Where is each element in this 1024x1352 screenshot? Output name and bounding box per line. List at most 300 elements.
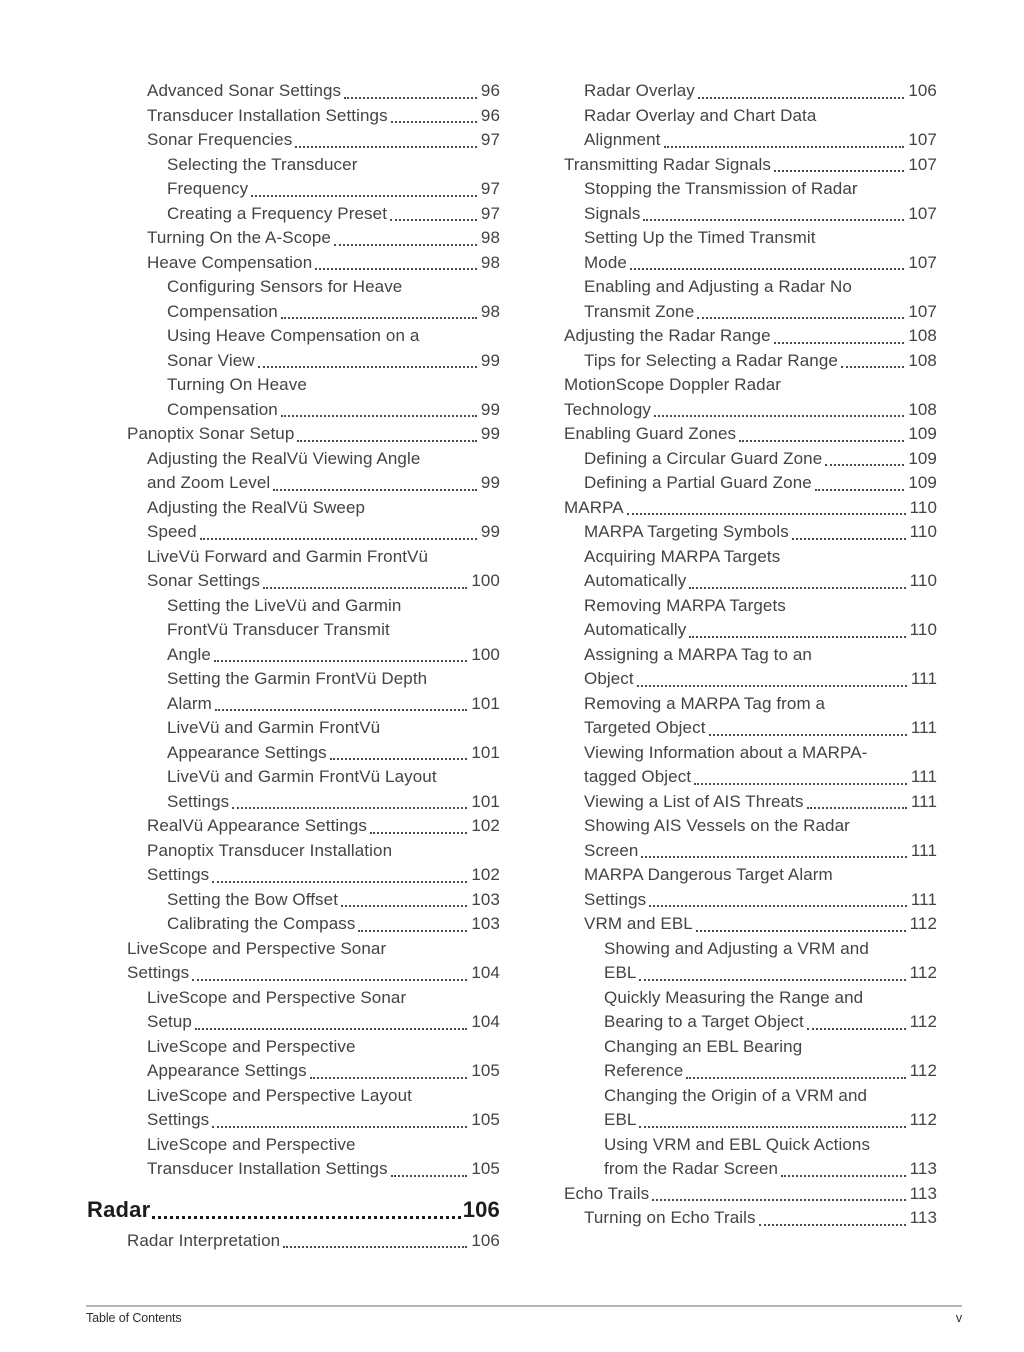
- toc-entry[interactable]: [87, 324, 500, 373]
- toc-entry-line: [147, 496, 500, 521]
- toc-entry-title: Removing a MARPA Tag from a: [584, 693, 826, 713]
- toc-entry-line: [167, 202, 500, 227]
- toc-entry-title: EBL: [604, 963, 637, 982]
- toc-entry-line: [584, 814, 937, 839]
- toc-entry-line: [604, 1059, 937, 1084]
- page-number: 100: [471, 571, 500, 590]
- toc-entry-title: Setting the Garmin FrontVü Depth: [167, 669, 428, 688]
- toc-entry[interactable]: [87, 667, 500, 716]
- page-number: 97: [480, 179, 500, 198]
- page-number: 103: [471, 914, 500, 933]
- dot-leader: [698, 97, 904, 99]
- toc-entry[interactable]: [87, 1035, 500, 1084]
- toc-entry-title: LiveScope and Perspective: [147, 1036, 356, 1056]
- toc-entry-line: [584, 520, 937, 545]
- toc-entry[interactable]: [87, 839, 500, 888]
- toc-entry[interactable]: [524, 1182, 937, 1207]
- toc-entry[interactable]: [87, 937, 500, 986]
- toc-entry-title: LiveVü Forward and Garmin FrontVü: [147, 546, 429, 566]
- dot-leader: [739, 440, 904, 442]
- toc-entry[interactable]: [87, 765, 500, 814]
- page-number: 113: [909, 1208, 937, 1227]
- toc-entry-title: Enabling Guard Zones: [564, 424, 737, 443]
- toc-entry[interactable]: [524, 545, 937, 594]
- toc-entry-line: [167, 398, 500, 423]
- toc-entry-line: [604, 937, 937, 962]
- toc-entry[interactable]: [87, 79, 500, 104]
- toc-entry-title: Bearing to a Target Object: [604, 1012, 804, 1031]
- page-number: 98: [480, 301, 500, 321]
- toc-entry-line: [147, 1108, 500, 1133]
- page-number: 112: [909, 963, 937, 982]
- dot-leader: [344, 97, 477, 99]
- toc-entry-title: tagged Object: [584, 767, 692, 786]
- toc-entry-line: [584, 888, 937, 913]
- dot-leader: [689, 587, 905, 589]
- toc-entry[interactable]: [524, 349, 937, 374]
- page-number: 107: [908, 130, 937, 149]
- toc-entry[interactable]: [87, 1084, 500, 1133]
- toc-entry-title: FrontVü Transducer Transmit: [167, 620, 390, 639]
- toc-entry[interactable]: [524, 373, 937, 422]
- dot-leader: [697, 317, 904, 319]
- page-number: 108: [908, 326, 937, 345]
- dot-leader: [391, 121, 477, 123]
- toc-entry-title: Angle: [167, 644, 211, 664]
- toc-entry-title: Settings: [584, 889, 647, 909]
- toc-entry-title: Adjusting the RealVü Viewing Angle: [147, 448, 421, 468]
- page-number: 105: [471, 1061, 500, 1080]
- toc-entry-title: Settings: [147, 1110, 210, 1129]
- dot-leader: [263, 587, 467, 589]
- toc-entry-title: Reference: [604, 1061, 684, 1080]
- dot-leader: [273, 489, 477, 491]
- toc-entry-title: Turning on Echo Trails: [584, 1208, 756, 1227]
- toc-entry[interactable]: [87, 275, 500, 324]
- dot-leader: [694, 783, 907, 785]
- toc-entry[interactable]: [87, 1133, 500, 1182]
- toc-entry-line: [167, 275, 500, 300]
- toc-entry-line: [564, 422, 937, 447]
- toc-column-left: [87, 79, 500, 1253]
- page-footer: [86, 1305, 962, 1326]
- dot-leader: [232, 807, 467, 809]
- page-number: 96: [480, 105, 500, 125]
- toc-entry-title: Removing MARPA Targets: [584, 595, 786, 615]
- toc-entry[interactable]: [524, 790, 937, 815]
- page-number: 110: [909, 620, 937, 639]
- toc-entry-line: [147, 545, 500, 570]
- toc-entry[interactable]: [524, 594, 937, 643]
- toc-entry-line: [604, 1157, 937, 1182]
- toc-entry-line: [167, 618, 500, 643]
- dot-leader: [664, 146, 905, 148]
- toc-entry[interactable]: [87, 226, 500, 251]
- toc-entry[interactable]: [87, 251, 500, 276]
- toc-entry-line: [167, 349, 500, 374]
- dot-leader: [330, 758, 468, 760]
- toc-entry[interactable]: [524, 275, 937, 324]
- toc-entry[interactable]: [87, 1229, 500, 1254]
- toc-entry-title: Creating a Frequency Preset: [167, 203, 388, 223]
- toc-entry-line: [584, 716, 937, 741]
- page-number: 111: [910, 840, 937, 860]
- page-number: 111: [910, 767, 937, 786]
- toc-entry[interactable]: [87, 128, 500, 153]
- toc-entry-title: Speed: [147, 522, 197, 541]
- toc-entry-line: [584, 667, 937, 692]
- toc-entry-line: [584, 251, 937, 276]
- toc-entry-title: Targeted Object: [584, 718, 706, 737]
- toc-entry[interactable]: [524, 226, 937, 275]
- page-number: 107: [908, 252, 937, 272]
- toc-entry-line: [167, 765, 500, 790]
- toc-entry-title: Transducer Installation Settings: [147, 105, 388, 125]
- dot-leader: [370, 832, 467, 834]
- toc-entry-line: [584, 79, 937, 104]
- toc-entry-title: Turning On Heave: [167, 375, 307, 394]
- toc-entry-title: Radar Interpretation: [127, 1230, 281, 1250]
- toc-entry-title: Acquiring MARPA Targets: [584, 546, 781, 566]
- dot-leader: [258, 366, 477, 368]
- toc-entry-line: [167, 741, 500, 766]
- toc-entry-line: [584, 765, 937, 790]
- toc-entry-title: Object: [584, 669, 634, 688]
- toc-entry[interactable]: [524, 912, 937, 937]
- dot-leader: [639, 979, 905, 981]
- toc-entry-line: [127, 1229, 500, 1254]
- toc-entry[interactable]: [524, 104, 937, 153]
- toc-entry-title: Echo Trails: [564, 1183, 650, 1203]
- toc-entry[interactable]: [87, 104, 500, 129]
- page-number: 101: [471, 742, 500, 762]
- page-number: 111: [910, 791, 937, 811]
- toc-entry-title: Sonar View: [167, 350, 255, 370]
- dot-leader: [212, 1126, 467, 1128]
- page-number: 110: [909, 522, 937, 541]
- toc-entry[interactable]: [87, 422, 500, 447]
- toc-entry-title: Heave Compensation: [147, 252, 313, 272]
- toc-entry[interactable]: [87, 545, 500, 594]
- dot-leader: [774, 170, 904, 172]
- toc-entry-title: MARPA Targeting Symbols: [584, 522, 789, 541]
- page-number: 101: [471, 693, 500, 713]
- page-number: 99: [480, 399, 500, 419]
- dot-leader: [686, 1077, 905, 1079]
- toc-entry-title: Frequency: [167, 179, 249, 198]
- toc-entry-title: MARPA: [564, 497, 624, 517]
- dot-leader: [334, 244, 477, 246]
- toc-entry[interactable]: [524, 937, 937, 986]
- toc-entry-line: [147, 520, 500, 545]
- toc-entry-line: [584, 300, 937, 325]
- toc-entry-title: Appearance Settings: [147, 1061, 307, 1080]
- toc-entry[interactable]: [524, 863, 937, 912]
- dot-leader: [358, 930, 467, 932]
- page-number: 99: [480, 473, 500, 492]
- dot-leader: [689, 636, 905, 638]
- toc-entry[interactable]: [524, 1206, 937, 1231]
- page-number: 103: [471, 889, 500, 909]
- dot-leader: [251, 195, 477, 197]
- toc-entry-title: Turning On the A-Scope: [147, 228, 331, 247]
- dot-leader: [781, 1175, 906, 1177]
- toc-entry-line: [147, 1035, 500, 1060]
- page-number: 98: [480, 252, 500, 272]
- toc-entry[interactable]: [87, 447, 500, 496]
- page-number: 105: [471, 1159, 500, 1178]
- toc-entry-title: Using Heave Compensation on a: [167, 326, 420, 345]
- toc-entry-title: Enabling and Adjusting a Radar No: [584, 277, 852, 296]
- dot-leader: [627, 513, 906, 515]
- toc-entry-line: [147, 863, 500, 888]
- toc-entry-title: Alignment: [584, 130, 661, 149]
- toc-entry-title: Viewing a List of AIS Threats: [584, 791, 804, 811]
- toc-entry-line: [584, 594, 937, 619]
- dot-leader: [390, 219, 477, 221]
- dot-leader: [281, 415, 477, 417]
- toc-entry[interactable]: [87, 716, 500, 765]
- page-number: 97: [480, 203, 500, 223]
- toc-entry-title: Panoptix Transducer Installation: [147, 840, 393, 860]
- toc-entry-title: Defining a Circular Guard Zone: [584, 448, 823, 468]
- page-number: 107: [908, 203, 937, 223]
- toc-entry-title: Changing the Origin of a VRM and: [604, 1085, 868, 1105]
- dot-leader: [295, 146, 477, 148]
- toc-entry-line: [147, 104, 500, 129]
- dot-leader: [195, 1028, 467, 1030]
- toc-entry-line: [584, 1206, 937, 1231]
- toc-entry-title: Compensation: [167, 301, 278, 321]
- toc-entry[interactable]: [87, 153, 500, 202]
- toc-entry-title: Adjusting the Radar Range: [564, 326, 771, 345]
- toc-entry-title: Screen: [584, 840, 639, 860]
- toc-entry-line: [167, 177, 500, 202]
- toc-entry-title: Quickly Measuring the Range and: [604, 987, 864, 1007]
- toc-entry-title: Settings: [147, 865, 210, 884]
- toc-entry-title: Assigning a MARPA Tag to an: [584, 644, 812, 664]
- toc-entry[interactable]: [524, 324, 937, 349]
- toc-entry[interactable]: [524, 496, 937, 521]
- page-number: 110: [909, 571, 937, 590]
- page-number: 106: [471, 1230, 500, 1250]
- toc-entry-line: [167, 594, 500, 619]
- toc-entry-title: Automatically: [584, 620, 687, 639]
- toc-entry[interactable]: [524, 177, 937, 226]
- toc-entry-line: [584, 741, 937, 766]
- toc-chapter-heading[interactable]: [87, 1195, 500, 1225]
- toc-entry-line: [147, 128, 500, 153]
- toc-entry-line: [147, 1133, 500, 1158]
- page-number: 99: [480, 522, 500, 541]
- toc-entry-line: [584, 839, 937, 864]
- toc-entry[interactable]: [87, 202, 500, 227]
- toc-entry[interactable]: [87, 888, 500, 913]
- toc-entry-line: [167, 692, 500, 717]
- toc-entry[interactable]: [524, 986, 937, 1035]
- toc-entry[interactable]: [524, 447, 937, 472]
- page-number: 107: [908, 154, 937, 174]
- toc-entry-line: [584, 349, 937, 374]
- toc-entry[interactable]: [524, 520, 937, 545]
- dot-leader: [696, 930, 906, 932]
- dot-leader: [841, 366, 904, 368]
- toc-entry-line: [167, 667, 500, 692]
- page-number: 107: [908, 301, 937, 321]
- toc-entry-line: [564, 398, 937, 423]
- toc-entry-line: [584, 692, 937, 717]
- toc-entry-title: Compensation: [167, 399, 278, 419]
- toc-entry-line: [167, 912, 500, 937]
- dot-leader: [654, 415, 904, 417]
- toc-entry[interactable]: [524, 422, 937, 447]
- dot-leader: [649, 905, 907, 907]
- dot-leader: [283, 1246, 467, 1248]
- toc-entry[interactable]: [524, 471, 937, 496]
- toc-entry-title: Setup: [147, 1012, 192, 1031]
- footer-section-label: Table of Contents: [86, 1311, 182, 1325]
- dot-leader: [807, 1028, 906, 1030]
- toc-entry[interactable]: [524, 741, 937, 790]
- page-number: 96: [480, 81, 500, 100]
- toc-entry-line: [147, 1010, 500, 1035]
- page-number: 109: [908, 473, 937, 492]
- page-number: 99: [480, 424, 500, 443]
- toc-entry-line: [564, 1182, 937, 1207]
- toc-entry-line: [147, 569, 500, 594]
- toc-entry-title: MotionScope Doppler Radar: [564, 375, 782, 394]
- toc-entry-title: Transmitting Radar Signals: [564, 154, 771, 174]
- toc-entry-title: MARPA Dangerous Target Alarm: [584, 865, 833, 884]
- toc-entry[interactable]: [87, 912, 500, 937]
- toc-entry-title: VRM and EBL: [584, 914, 693, 933]
- toc-entry-title: Alarm: [167, 693, 212, 713]
- page-number: 111: [910, 718, 937, 737]
- toc-entry-title: Signals: [584, 203, 641, 223]
- toc-entry[interactable]: [87, 594, 500, 668]
- toc-entry-title: LiveScope and Perspective Sonar: [147, 987, 407, 1007]
- toc-entry-title: Radar Overlay: [584, 81, 695, 100]
- toc-entry[interactable]: [87, 373, 500, 422]
- dot-leader: [637, 685, 907, 687]
- toc-entry[interactable]: [524, 814, 937, 863]
- toc-entry-line: [147, 251, 500, 276]
- toc-entry-title: Automatically: [584, 571, 687, 590]
- page-number: 99: [480, 350, 500, 370]
- toc-entry-title: Settings: [127, 963, 190, 982]
- dot-leader: [200, 538, 477, 540]
- page-number: 101: [471, 791, 500, 811]
- toc-entry-title: Radar: [87, 1196, 151, 1222]
- dot-leader: [391, 1175, 468, 1177]
- toc-entry-line: [167, 888, 500, 913]
- dot-leader: [639, 1126, 905, 1128]
- dot-leader: [807, 807, 907, 809]
- toc-entry-line: [147, 1157, 500, 1182]
- dot-leader: [643, 219, 904, 221]
- dot-leader: [310, 1077, 468, 1079]
- toc-entry-line: [584, 790, 937, 815]
- dot-leader: [215, 709, 467, 711]
- toc-entry-line: [584, 226, 937, 251]
- page-number: 108: [908, 350, 937, 370]
- toc-entry-title: Setting Up the Timed Transmit: [584, 228, 816, 247]
- toc-entry-line: [147, 226, 500, 251]
- dot-leader: [709, 734, 907, 736]
- toc-entry[interactable]: [524, 153, 937, 178]
- toc-entry-title: LiveScope and Perspective Sonar: [127, 938, 387, 958]
- toc-entry[interactable]: [524, 1084, 937, 1133]
- toc-column-right: [524, 79, 937, 1231]
- toc-entry-title: from the Radar Screen: [604, 1159, 779, 1178]
- toc-entry-title: Setting the Bow Offset: [167, 889, 339, 909]
- dot-leader: [774, 342, 905, 344]
- toc-entry-title: Defining a Partial Guard Zone: [584, 473, 812, 492]
- toc-entry-line: [167, 643, 500, 668]
- page-number: 108: [908, 399, 937, 419]
- footer-page-number: v: [955, 1311, 962, 1325]
- dot-leader: [341, 905, 467, 907]
- page-number: 104: [471, 1012, 500, 1031]
- toc-entry-line: [584, 545, 937, 570]
- dot-leader: [192, 979, 467, 981]
- toc-entry[interactable]: [87, 986, 500, 1035]
- toc-entry[interactable]: [524, 692, 937, 741]
- toc-entry-line: [127, 422, 500, 447]
- toc-entry-title: Advanced Sonar Settings: [147, 81, 342, 100]
- page-number: 100: [471, 644, 500, 664]
- toc-entry-title: Transmit Zone: [584, 301, 695, 321]
- toc-entry-title: Sonar Settings: [147, 571, 260, 590]
- toc-entry-title: Mode: [584, 252, 627, 272]
- toc-entry-line: [604, 1010, 937, 1035]
- page-number: 106: [908, 81, 937, 100]
- toc-entry-title: and Zoom Level: [147, 473, 271, 492]
- toc-entry[interactable]: [524, 1133, 937, 1182]
- page-number: 105: [471, 1110, 500, 1129]
- toc-entry-line: [584, 471, 937, 496]
- page-number: 109: [908, 448, 937, 468]
- toc-entry-line: [584, 643, 937, 668]
- toc-entry-title: Using VRM and EBL Quick Actions: [604, 1134, 871, 1154]
- toc-entry[interactable]: [524, 643, 937, 692]
- page-number: 102: [471, 865, 500, 884]
- toc-entry[interactable]: [87, 814, 500, 839]
- toc-entry-title: Showing and Adjusting a VRM and: [604, 938, 869, 958]
- toc-entry-line: [564, 373, 937, 398]
- toc-entry-line: [584, 569, 937, 594]
- page-number: 112: [909, 1061, 937, 1080]
- toc-entry-line: [147, 1084, 500, 1109]
- toc-entry-title: Calibrating the Compass: [167, 914, 356, 933]
- dot-leader: [297, 440, 476, 442]
- page-number: 98: [480, 228, 500, 247]
- page-number: 113: [909, 1159, 937, 1178]
- toc-entry[interactable]: [524, 79, 937, 104]
- toc-entry-line: [167, 153, 500, 178]
- toc-entry-line: [584, 447, 937, 472]
- toc-entry-line: [584, 128, 937, 153]
- toc-entry[interactable]: [524, 1035, 937, 1084]
- dot-leader: [214, 660, 467, 662]
- toc-entry-title: Panoptix Sonar Setup: [127, 424, 295, 443]
- toc-entry-line: [167, 373, 500, 398]
- page-number: 102: [471, 816, 500, 835]
- page-number: 110: [909, 497, 937, 517]
- toc-entry-title: Viewing Information about a MARPA-: [584, 742, 868, 762]
- page-number: 109: [908, 424, 937, 443]
- toc-entry[interactable]: [87, 496, 500, 545]
